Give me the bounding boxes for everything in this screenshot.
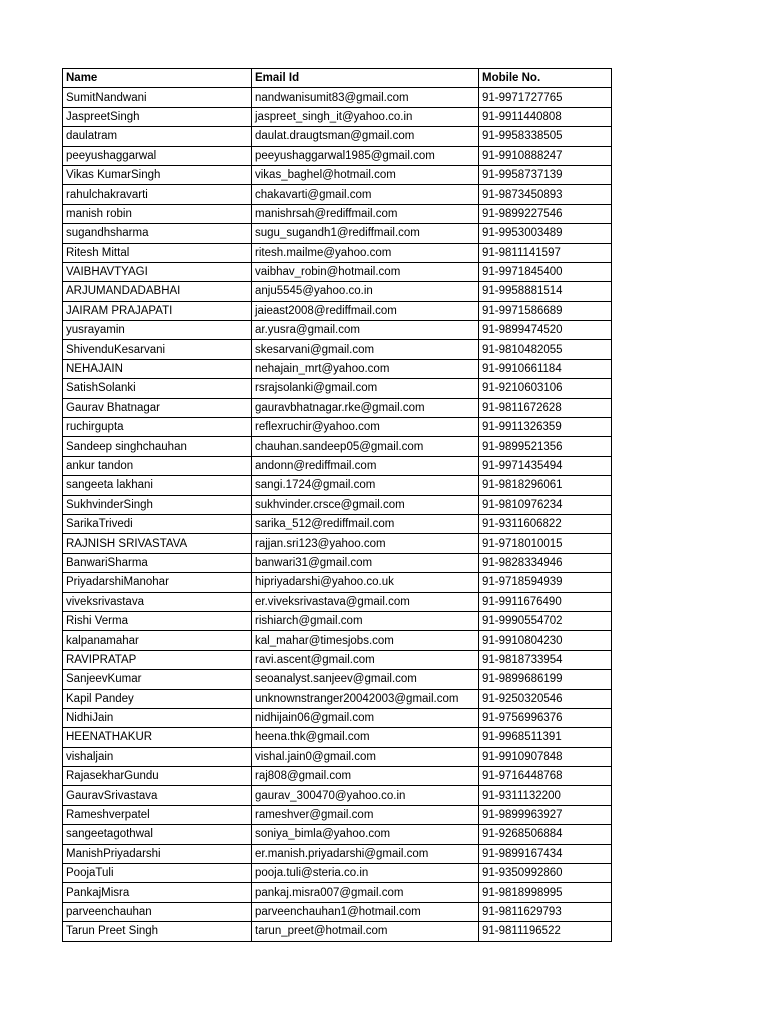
mobile-cell: 91-9971727765 xyxy=(479,88,612,107)
email-cell: vaibhav_robin@hotmail.com xyxy=(252,262,479,281)
table-row xyxy=(63,476,612,495)
email-cell: rameshver@gmail.com xyxy=(252,805,479,824)
name-cell: PankajMisra xyxy=(63,883,252,902)
mobile-cell: 91-9911676490 xyxy=(479,592,612,611)
table-row xyxy=(63,301,612,320)
email-cell: rsrajsolanki@gmail.com xyxy=(252,379,479,398)
table-row xyxy=(63,243,612,262)
mobile-cell: 91-9910888247 xyxy=(479,146,612,165)
contact-sheet xyxy=(62,68,611,942)
name-cell: RAJNISH SRIVASTAVA xyxy=(63,534,252,553)
table-row xyxy=(63,844,612,863)
mobile-cell: 91-9811141597 xyxy=(479,243,612,262)
table-row xyxy=(63,747,612,766)
mobile-cell: 91-9971586689 xyxy=(479,301,612,320)
email-cell: vishal.jain0@gmail.com xyxy=(252,747,479,766)
table-body xyxy=(63,88,612,941)
email-cell: jaieast2008@rediffmail.com xyxy=(252,301,479,320)
name-cell: sugandhsharma xyxy=(63,224,252,243)
name-cell: RAVIPRATAP xyxy=(63,650,252,669)
mobile-cell: 91-9873450893 xyxy=(479,185,612,204)
table-row xyxy=(63,786,612,805)
mobile-cell: 91-9811672628 xyxy=(479,398,612,417)
table-row xyxy=(63,204,612,223)
name-cell: kalpanamahar xyxy=(63,631,252,650)
email-cell: heena.thk@gmail.com xyxy=(252,728,479,747)
table-row xyxy=(63,728,612,747)
email-cell: rajjan.sri123@yahoo.com xyxy=(252,534,479,553)
email-cell: nandwanisumit83@gmail.com xyxy=(252,88,479,107)
mobile-cell: 91-9811629793 xyxy=(479,902,612,921)
table-row xyxy=(63,670,612,689)
header-row xyxy=(63,69,612,88)
name-cell: Rameshverpatel xyxy=(63,805,252,824)
name-cell: BanwariSharma xyxy=(63,553,252,572)
mobile-cell: 91-9818296061 xyxy=(479,476,612,495)
email-cell: jaspreet_singh_it@yahoo.co.in xyxy=(252,107,479,126)
table-row xyxy=(63,553,612,572)
table-row xyxy=(63,650,612,669)
email-cell: unknownstranger20042003@gmail.com xyxy=(252,689,479,708)
email-cell: nidhijain06@gmail.com xyxy=(252,708,479,727)
table-row xyxy=(63,127,612,146)
mobile-cell: 91-9718010015 xyxy=(479,534,612,553)
name-cell: SumitNandwani xyxy=(63,88,252,107)
mobile-cell: 91-9268506884 xyxy=(479,825,612,844)
name-cell: sangeeta lakhani xyxy=(63,476,252,495)
table-row xyxy=(63,864,612,883)
table-row xyxy=(63,805,612,824)
table-row xyxy=(63,88,612,107)
email-cell: andonn@rediffmail.com xyxy=(252,456,479,475)
mobile-cell: 91-9971435494 xyxy=(479,456,612,475)
email-cell: peeyushaggarwal1985@gmail.com xyxy=(252,146,479,165)
table-row xyxy=(63,262,612,281)
mobile-cell: 91-9911440808 xyxy=(479,107,612,126)
name-cell: Gaurav Bhatnagar xyxy=(63,398,252,417)
table-row xyxy=(63,883,612,902)
mobile-cell: 91-9311132200 xyxy=(479,786,612,805)
table-row xyxy=(63,825,612,844)
name-cell: RajasekharGundu xyxy=(63,767,252,786)
mobile-cell: 91-9958881514 xyxy=(479,282,612,301)
header-name: Name xyxy=(63,69,252,88)
mobile-cell: 91-9899227546 xyxy=(479,204,612,223)
name-cell: VAIBHAVTYAGI xyxy=(63,262,252,281)
name-cell: SarikaTrivedi xyxy=(63,514,252,533)
name-cell: JAIRAM PRAJAPATI xyxy=(63,301,252,320)
mobile-cell: 91-9818998995 xyxy=(479,883,612,902)
table-row xyxy=(63,495,612,514)
mobile-cell: 91-9971845400 xyxy=(479,262,612,281)
email-cell: sukhvinder.crsce@gmail.com xyxy=(252,495,479,514)
mobile-cell: 91-9810976234 xyxy=(479,495,612,514)
name-cell: Tarun Preet Singh xyxy=(63,922,252,941)
email-cell: er.viveksrivastava@gmail.com xyxy=(252,592,479,611)
name-cell: peeyushaggarwal xyxy=(63,146,252,165)
email-cell: kal_mahar@timesjobs.com xyxy=(252,631,479,650)
email-cell: sarika_512@rediffmail.com xyxy=(252,514,479,533)
name-cell: GauravSrivastava xyxy=(63,786,252,805)
table-row xyxy=(63,689,612,708)
name-cell: yusrayamin xyxy=(63,321,252,340)
email-cell: rishiarch@gmail.com xyxy=(252,611,479,630)
email-cell: chauhan.sandeep05@gmail.com xyxy=(252,437,479,456)
email-cell: er.manish.priyadarshi@gmail.com xyxy=(252,844,479,863)
table-row xyxy=(63,631,612,650)
mobile-cell: 91-9828334946 xyxy=(479,553,612,572)
table-row xyxy=(63,418,612,437)
name-cell: PriyadarshiManohar xyxy=(63,573,252,592)
table-row xyxy=(63,321,612,340)
email-cell: seoanalyst.sanjeev@gmail.com xyxy=(252,670,479,689)
name-cell: Rishi Verma xyxy=(63,611,252,630)
table-row xyxy=(63,514,612,533)
header-mobile: Mobile No. xyxy=(479,69,612,88)
mobile-cell: 91-9718594939 xyxy=(479,573,612,592)
name-cell: ShivenduKesarvani xyxy=(63,340,252,359)
table-row xyxy=(63,922,612,941)
mobile-cell: 91-9910907848 xyxy=(479,747,612,766)
table-row xyxy=(63,398,612,417)
email-cell: raj808@gmail.com xyxy=(252,767,479,786)
email-cell: ar.yusra@gmail.com xyxy=(252,321,479,340)
name-cell: NidhiJain xyxy=(63,708,252,727)
contacts-table xyxy=(62,68,612,942)
name-cell: Ritesh Mittal xyxy=(63,243,252,262)
email-cell: daulat.draugtsman@gmail.com xyxy=(252,127,479,146)
name-cell: ARJUMANDADABHAI xyxy=(63,282,252,301)
mobile-cell: 91-9953003489 xyxy=(479,224,612,243)
mobile-cell: 91-9899474520 xyxy=(479,321,612,340)
mobile-cell: 91-9910661184 xyxy=(479,359,612,378)
table-row xyxy=(63,379,612,398)
mobile-cell: 91-9911326359 xyxy=(479,418,612,437)
email-cell: hipriyadarshi@yahoo.co.uk xyxy=(252,573,479,592)
email-cell: sugu_sugandh1@rediffmail.com xyxy=(252,224,479,243)
email-cell: manishrsah@rediffmail.com xyxy=(252,204,479,223)
mobile-cell: 91-9810482055 xyxy=(479,340,612,359)
name-cell: HEENATHAKUR xyxy=(63,728,252,747)
name-cell: SukhvinderSingh xyxy=(63,495,252,514)
table-row xyxy=(63,224,612,243)
name-cell: parveenchauhan xyxy=(63,902,252,921)
table-row xyxy=(63,359,612,378)
mobile-cell: 91-9899521356 xyxy=(479,437,612,456)
name-cell: Sandeep singhchauhan xyxy=(63,437,252,456)
table-row xyxy=(63,534,612,553)
email-cell: soniya_bimla@yahoo.com xyxy=(252,825,479,844)
mobile-cell: 91-9958338505 xyxy=(479,127,612,146)
table-row xyxy=(63,165,612,184)
table-row xyxy=(63,456,612,475)
email-cell: anju5545@yahoo.co.in xyxy=(252,282,479,301)
table-row xyxy=(63,767,612,786)
table-row xyxy=(63,592,612,611)
name-cell: manish robin xyxy=(63,204,252,223)
mobile-cell: 91-9756996376 xyxy=(479,708,612,727)
table-header xyxy=(63,69,612,88)
email-cell: gaurav_300470@yahoo.co.in xyxy=(252,786,479,805)
table-row xyxy=(63,185,612,204)
mobile-cell: 91-9968511391 xyxy=(479,728,612,747)
mobile-cell: 91-9958737139 xyxy=(479,165,612,184)
name-cell: SanjeevKumar xyxy=(63,670,252,689)
name-cell: ankur tandon xyxy=(63,456,252,475)
mobile-cell: 91-9899167434 xyxy=(479,844,612,863)
table-row xyxy=(63,437,612,456)
table-row xyxy=(63,146,612,165)
name-cell: ruchirgupta xyxy=(63,418,252,437)
name-cell: Vikas KumarSingh xyxy=(63,165,252,184)
email-cell: gauravbhatnagar.rke@gmail.com xyxy=(252,398,479,417)
name-cell: sangeetagothwal xyxy=(63,825,252,844)
mobile-cell: 91-9350992860 xyxy=(479,864,612,883)
name-cell: SatishSolanki xyxy=(63,379,252,398)
name-cell: vishaljain xyxy=(63,747,252,766)
mobile-cell: 91-9818733954 xyxy=(479,650,612,669)
table-row xyxy=(63,573,612,592)
mobile-cell: 91-9311606822 xyxy=(479,514,612,533)
name-cell: NEHAJAIN xyxy=(63,359,252,378)
mobile-cell: 91-9811196522 xyxy=(479,922,612,941)
table-row xyxy=(63,107,612,126)
name-cell: JaspreetSingh xyxy=(63,107,252,126)
mobile-cell: 91-9910804230 xyxy=(479,631,612,650)
email-cell: pooja.tuli@steria.co.in xyxy=(252,864,479,883)
mobile-cell: 91-9990554702 xyxy=(479,611,612,630)
table-row xyxy=(63,611,612,630)
table-row xyxy=(63,708,612,727)
table-row xyxy=(63,340,612,359)
email-cell: ravi.ascent@gmail.com xyxy=(252,650,479,669)
email-cell: tarun_preet@hotmail.com xyxy=(252,922,479,941)
mobile-cell: 91-9899963927 xyxy=(479,805,612,824)
email-cell: reflexruchir@yahoo.com xyxy=(252,418,479,437)
mobile-cell: 91-9210603106 xyxy=(479,379,612,398)
email-cell: banwari31@gmail.com xyxy=(252,553,479,572)
name-cell: daulatram xyxy=(63,127,252,146)
header-email: Email Id xyxy=(252,69,479,88)
mobile-cell: 91-9899686199 xyxy=(479,670,612,689)
email-cell: chakavarti@gmail.com xyxy=(252,185,479,204)
mobile-cell: 91-9250320546 xyxy=(479,689,612,708)
email-cell: pankaj.misra007@gmail.com xyxy=(252,883,479,902)
email-cell: sangi.1724@gmail.com xyxy=(252,476,479,495)
mobile-cell: 91-9716448768 xyxy=(479,767,612,786)
table-row xyxy=(63,902,612,921)
name-cell: viveksrivastava xyxy=(63,592,252,611)
email-cell: parveenchauhan1@hotmail.com xyxy=(252,902,479,921)
table-row xyxy=(63,282,612,301)
email-cell: vikas_baghel@hotmail.com xyxy=(252,165,479,184)
name-cell: rahulchakravarti xyxy=(63,185,252,204)
email-cell: skesarvani@gmail.com xyxy=(252,340,479,359)
name-cell: Kapil Pandey xyxy=(63,689,252,708)
name-cell: PoojaTuli xyxy=(63,864,252,883)
email-cell: ritesh.mailme@yahoo.com xyxy=(252,243,479,262)
name-cell: ManishPriyadarshi xyxy=(63,844,252,863)
email-cell: nehajain_mrt@yahoo.com xyxy=(252,359,479,378)
